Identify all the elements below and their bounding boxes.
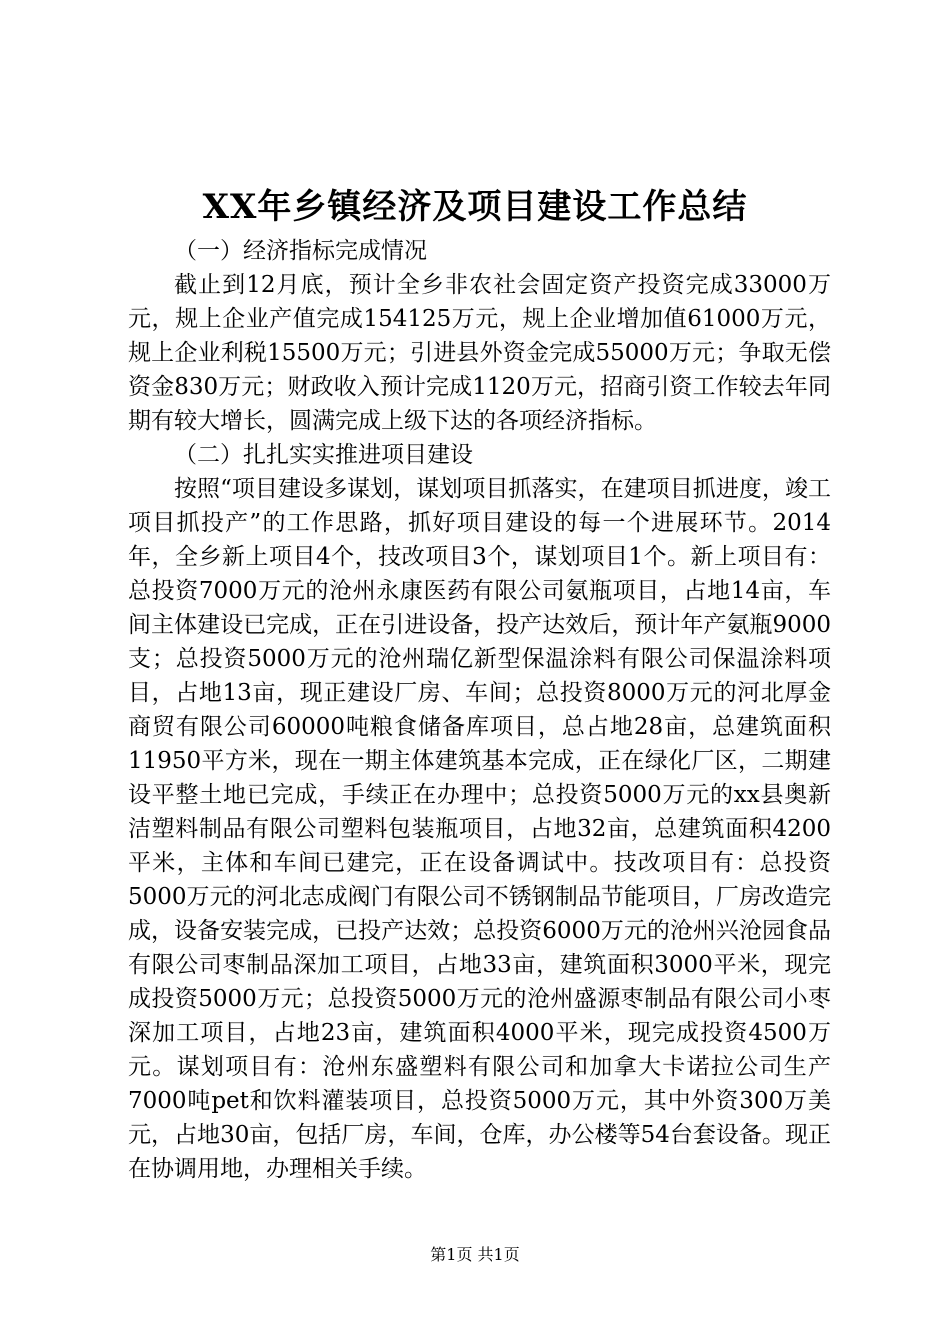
section-body-project-construction: 按照“项目建设多谋划，谋划项目抓落实，在建项目抓进度，竣工项目抓投产”的工作思路，抓好项目建设的每一个进展环节。2014年，全乡新上项目4个，技改项目3个，谋划项目1个。新上项目有：总投资7000万元的沧州永康医药有限公司氨瓶项目，占地14亩，车间主体建设已完成，正在引进设备，投产达效后，预计年产氨瓶9000支；总投资5000万元的沧州瑞亿新型保温涂料有限公司保温涂料项目，占地13亩，现正建设厂房、车间；总投资8000万元的河北厚金商贸有限公司60000吨粮食储备库项目，总占地28亩，总建筑面积11950平方米，现在一期主体建筑基本完成，正在绿化厂区，二期建设平整土地已完成，手续正在办理中；总投资5000万元的xx县奥新洁塑料制品有限公司塑料包装瓶项目，占地32亩，总建筑面积4200平米，主体和车间已建完，正在设备调试中。技改项目有：总投资5000万元的河北志成阀门有限公司不锈钢制品节能项目，厂房改造完成，设备安装完成，已投产达效；总投资6000万元的沧州兴沧园食品有限公司枣制品深加工项目，占地33亩，建筑面积3000平米，现完成投资5000万元；总投资5000万元的沧州盛源枣制品有限公司小枣深加工项目，占地23亩，建筑面积4000平米，现完成投资4500万元。谋划项目有：沧州东盛塑料有限公司和加拿大卡诺拉公司生产7000吨pet和饮料灌装项目，总投资5000万元，其中外资300万美元，占地30亩，包括厂房，车间，仓库，办公楼等54台套设备。现正在协调用地，办理相关手续。 <box>128 476 831 1182</box>
section-heading-economic-indicators: （一）经济指标完成情况 <box>174 238 427 264</box>
section-heading-project-construction: （二）扎扎实实推进项目建设 <box>174 442 473 468</box>
section-body-economic-indicators: 截止到12月底，预计全乡非农社会固定资产投资完成33000万元，规上企业产值完成154125万元，规上企业增加值61000万元，规上企业利税15500万元；引进县外资金完成55000万元；争取无偿资金830万元；财政收入预计完成1120万元，招商引资工作较去年同期有较大增长，圆满完成上级下达的各项经济指标。 <box>128 272 831 434</box>
page-number-footer: 第1页 共1页 <box>430 1245 520 1264</box>
document-body <box>128 234 831 1186</box>
document-title: XX年乡镇经济及项目建设工作总结 <box>202 187 748 227</box>
